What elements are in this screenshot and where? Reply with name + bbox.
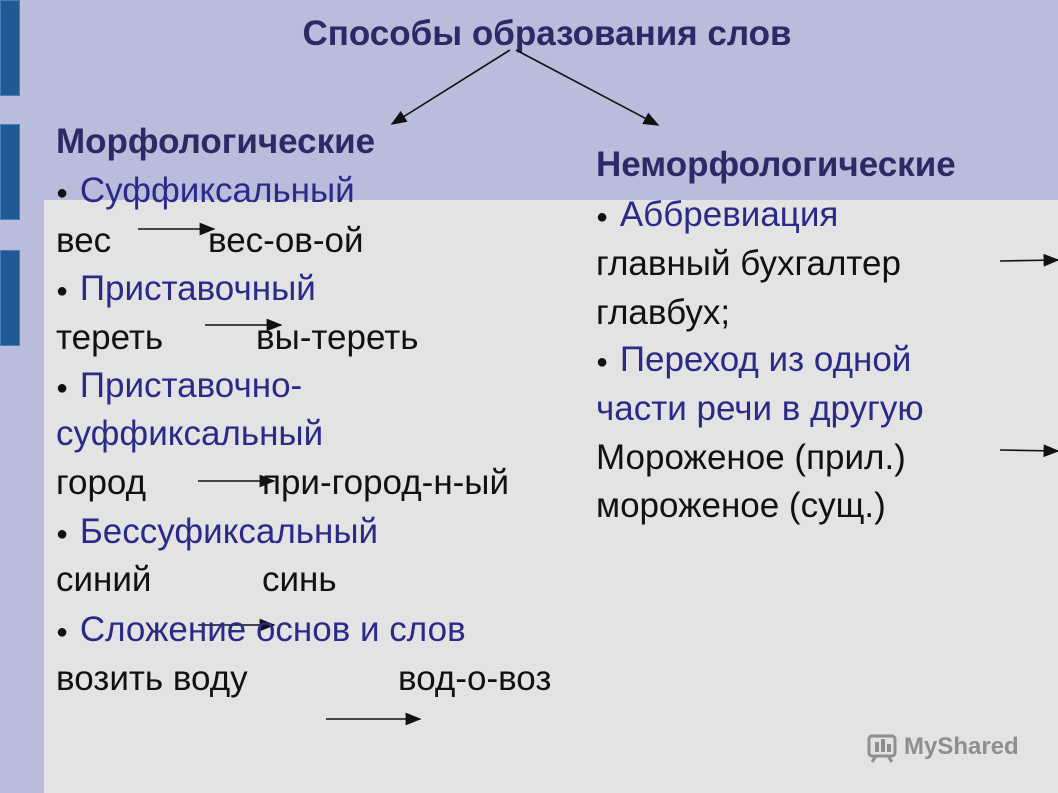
item-abbreviation-example-1: главный бухгалтер	[596, 244, 901, 283]
item-conversion-type-1: ● Переход из одной	[596, 340, 912, 379]
bullet-icon: ●	[56, 621, 69, 643]
bullet-icon: ●	[56, 523, 69, 545]
bullet-icon: ●	[56, 377, 69, 399]
bullet-icon: ●	[56, 182, 69, 204]
item-abbreviation-type: ● Аббревиация	[596, 195, 839, 234]
item-suffix-example-to: вес-ов-ой	[208, 221, 364, 260]
item-compound-example-to: вод-о-воз	[398, 659, 552, 698]
item-nonsuffix-example-to: синь	[262, 560, 337, 599]
item-conversion-type-2: части речи в другую	[596, 389, 924, 428]
arrow-to-right-heading	[516, 50, 658, 125]
item-prefix-example-from: тереть	[56, 318, 164, 357]
slide-title: Способы образования слов	[302, 14, 792, 53]
right-heading: Неморфологические	[596, 145, 956, 184]
item-conversion-example-2: мороженое (сущ.)	[596, 486, 886, 525]
item-prefix-suffix-example-from: город	[56, 463, 147, 502]
myshared-logo-text: MyShared	[904, 733, 1019, 760]
item-nonsuffix-example-from: синий	[56, 560, 152, 599]
item-suffix-type: ● Суффиксальный	[56, 171, 355, 210]
item-compound-type: ● Сложение основ и слов	[56, 610, 466, 649]
myshared-logo-icon	[866, 731, 898, 763]
item-compound-example-from: возить воду	[56, 659, 248, 698]
bullet-icon: ●	[596, 351, 609, 373]
arrow-conversion	[1000, 450, 1058, 451]
myshared-logo	[866, 730, 1019, 764]
arrow-to-left-heading	[392, 50, 510, 124]
item-conversion-example-1: Мороженое (прил.)	[596, 438, 906, 477]
item-suffix-example-from: вес	[56, 221, 112, 260]
item-prefix-suffix-type-1: ● Приставочно-	[56, 366, 303, 405]
item-abbreviation-example-2: главбух;	[596, 293, 731, 332]
bullet-icon: ●	[56, 280, 69, 302]
item-prefix-type: ● Приставочный	[56, 269, 316, 308]
item-prefix-suffix-example-to: при-город-н-ый	[262, 463, 510, 502]
item-prefix-suffix-type-2: суффиксальный	[56, 414, 324, 453]
bullet-icon: ●	[596, 206, 609, 228]
item-prefix-example-to: вы-тереть	[256, 318, 419, 357]
left-heading: Морфологические	[56, 122, 376, 161]
arrow-abbreviation	[1000, 260, 1058, 261]
item-nonsuffix-type: ● Бессуфиксальный	[56, 512, 379, 551]
